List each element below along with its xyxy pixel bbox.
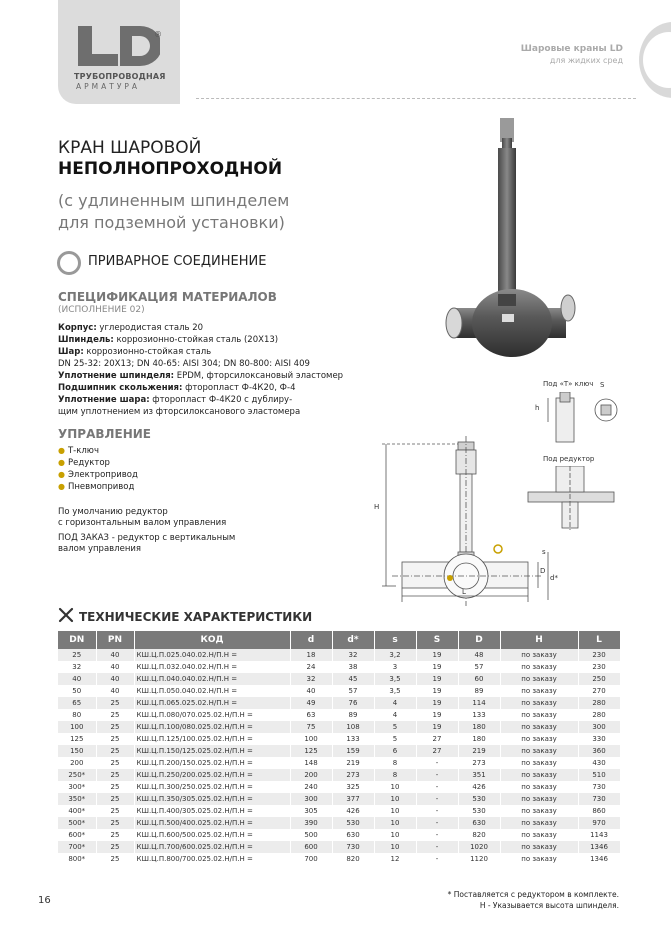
- spec-text: DN 25-32: 20Х13; DN 40-65: AISI 304; DN 80-800: AISI 409: [58, 359, 310, 369]
- table-cell: 500*: [58, 817, 96, 829]
- table-cell: 25: [96, 817, 134, 829]
- table-cell: 25: [96, 757, 134, 769]
- table-cell: по заказу: [500, 649, 578, 661]
- title-line1: КРАН ШАРОВОЙ: [58, 138, 202, 158]
- table-cell: 25: [96, 841, 134, 853]
- table-cell: 390: [290, 817, 332, 829]
- detail-reducer-label: Под редуктор: [543, 455, 595, 463]
- control-note: ПОД ЗАКАЗ - редуктор с вертикальным: [58, 533, 236, 543]
- control-item: [58, 470, 138, 480]
- logo-mark: [74, 22, 160, 70]
- spec-row: [58, 383, 295, 393]
- table-cell: КШ.Ц.П.800/700.025.02.Н/П.Н =: [134, 853, 290, 865]
- table-row: [58, 721, 620, 733]
- table-cell: 4: [374, 709, 416, 721]
- page-number: 16: [38, 895, 51, 906]
- table-cell: 19: [416, 661, 458, 673]
- product-image: [436, 118, 596, 358]
- spec-label: Корпус:: [58, 323, 97, 333]
- table-cell: 45: [332, 673, 374, 685]
- table-cell: 50: [58, 685, 96, 697]
- table-cell: 8: [374, 769, 416, 781]
- spec-text: коррозионно-стойкая сталь: [83, 347, 212, 357]
- table-cell: 89: [332, 709, 374, 721]
- table-cell: 200: [290, 769, 332, 781]
- table-row: [58, 817, 620, 829]
- table-cell: 48: [458, 649, 500, 661]
- table-cell: 350*: [58, 793, 96, 805]
- table-row: [58, 649, 620, 661]
- connection-icon: [57, 251, 81, 275]
- table-cell: 10: [374, 781, 416, 793]
- table-cell: 75: [290, 721, 332, 733]
- table-cell: 219: [332, 757, 374, 769]
- table-cell: по заказу: [500, 721, 578, 733]
- table-cell: 1020: [458, 841, 500, 853]
- logo-reg: ®: [154, 30, 162, 39]
- table-cell: 730: [332, 841, 374, 853]
- spec-text: EPDM, фторсилоксановый эластомер: [174, 371, 344, 381]
- table-cell: 25: [96, 709, 134, 721]
- table-cell: 200: [58, 757, 96, 769]
- control-item-label: Пневмопривод: [67, 482, 135, 492]
- table-cell: 230: [578, 649, 620, 661]
- table-row: [58, 757, 620, 769]
- table-cell: по заказу: [500, 697, 578, 709]
- footnote-2: Н - Указывается высота шпинделя.: [479, 901, 619, 910]
- bullet-icon: ●: [58, 470, 65, 479]
- table-cell: 820: [332, 853, 374, 865]
- table-cell: 57: [332, 685, 374, 697]
- table-row: [58, 769, 620, 781]
- control-heading: УПРАВЛЕНИЕ: [58, 427, 151, 441]
- table-cell: 600: [290, 841, 332, 853]
- table-cell: КШ.Ц.П.100/080.025.02.Н/П.Н =: [134, 721, 290, 733]
- table-cell: 3,5: [374, 685, 416, 697]
- table-row: [58, 781, 620, 793]
- table-cell: 25: [58, 649, 96, 661]
- table-cell: -: [416, 757, 458, 769]
- tech-table: [58, 631, 621, 865]
- header-sub: для жидких сред: [549, 56, 623, 65]
- table-header-row: [58, 631, 620, 649]
- table-cell: по заказу: [500, 685, 578, 697]
- table-cell: 76: [332, 697, 374, 709]
- table-cell: -: [416, 781, 458, 793]
- dim-d: d*: [550, 574, 558, 582]
- table-cell: 280: [578, 709, 620, 721]
- control-item: [58, 458, 110, 468]
- table-cell: 10: [374, 829, 416, 841]
- table-cell: 19: [416, 721, 458, 733]
- table-row: [58, 829, 620, 841]
- table-cell: 133: [332, 733, 374, 745]
- table-cell: КШ.Ц.П.040.040.02.Н/П.Н =: [134, 673, 290, 685]
- table-cell: 1120: [458, 853, 500, 865]
- control-item-label: Т-ключ: [67, 446, 99, 456]
- table-cell: по заказу: [500, 769, 578, 781]
- footnote-1: * Поставляется с редуктором в комплекте.: [447, 890, 619, 899]
- spec-row: [58, 359, 310, 369]
- table-cell: по заказу: [500, 709, 578, 721]
- spec-label: Уплотнение шара:: [58, 395, 150, 405]
- table-cell: 3: [374, 661, 416, 673]
- table-cell: 4: [374, 697, 416, 709]
- table-cell: 730: [578, 793, 620, 805]
- table-cell: по заказу: [500, 745, 578, 757]
- table-cell: по заказу: [500, 781, 578, 793]
- control-item: [58, 446, 99, 456]
- table-cell: 305: [290, 805, 332, 817]
- logo-line2: АРМАТУРА: [76, 82, 141, 91]
- table-row: [58, 805, 620, 817]
- detail-h-label: h: [535, 404, 540, 412]
- connection-type: ПРИВАРНОЕ СОЕДИНЕНИЕ: [88, 254, 267, 269]
- header-category: Шаровые краны LD: [520, 44, 623, 54]
- table-cell: 19: [416, 685, 458, 697]
- table-cell: 530: [332, 817, 374, 829]
- table-cell: КШ.Ц.П.025.040.02.Н/П.Н =: [134, 649, 290, 661]
- table-cell: КШ.Ц.П.200/150.025.02.Н/П.Н =: [134, 757, 290, 769]
- table-cell: 219: [458, 745, 500, 757]
- table-cell: 25: [96, 781, 134, 793]
- control-item-label: Электропривод: [67, 470, 138, 480]
- table-cell: 510: [578, 769, 620, 781]
- table-cell: 25: [96, 805, 134, 817]
- col-header: S: [416, 631, 458, 649]
- table-cell: 40: [96, 661, 134, 673]
- table-cell: 700: [290, 853, 332, 865]
- table-cell: 730: [578, 781, 620, 793]
- spec-row: [58, 323, 203, 333]
- spec-text: фторопласт Ф-4К20 с дублиру-: [149, 395, 293, 405]
- table-cell: 10: [374, 805, 416, 817]
- table-cell: 89: [458, 685, 500, 697]
- dim-s: s: [542, 548, 546, 556]
- table-cell: 1346: [578, 841, 620, 853]
- table-cell: 325: [332, 781, 374, 793]
- table-cell: 19: [416, 709, 458, 721]
- table-cell: 40: [58, 673, 96, 685]
- header-divider: [196, 98, 636, 99]
- table-cell: 25: [96, 829, 134, 841]
- spec-text: коррозионно-стойкая сталь (20Х13): [113, 335, 279, 345]
- table-cell: 27: [416, 733, 458, 745]
- spec-heading: СПЕЦИФИКАЦИЯ МАТЕРИАЛОВ: [58, 290, 277, 304]
- table-cell: 360: [578, 745, 620, 757]
- table-cell: 240: [290, 781, 332, 793]
- table-cell: 630: [332, 829, 374, 841]
- bullet-icon: ●: [58, 446, 65, 455]
- dim-H: H: [374, 503, 380, 511]
- control-item-label: Редуктор: [67, 458, 110, 468]
- table-cell: 12: [374, 853, 416, 865]
- table-row: [58, 661, 620, 673]
- table-cell: 25: [96, 745, 134, 757]
- dim-D: D: [540, 567, 546, 575]
- title-line3: (с удлиненным шпинделем: [58, 191, 290, 210]
- spec-label: Шпиндель:: [58, 335, 114, 345]
- table-cell: 800*: [58, 853, 96, 865]
- table-cell: 3,2: [374, 649, 416, 661]
- table-cell: 5: [374, 721, 416, 733]
- spec-label: Шар:: [58, 347, 84, 357]
- table-cell: 25: [96, 721, 134, 733]
- spec-row: [58, 395, 292, 405]
- table-cell: 530: [458, 793, 500, 805]
- table-cell: 10: [374, 841, 416, 853]
- table-cell: 180: [458, 721, 500, 733]
- table-cell: 40: [96, 673, 134, 685]
- col-header: s: [374, 631, 416, 649]
- logo: [58, 0, 180, 104]
- table-cell: 25: [96, 793, 134, 805]
- table-cell: 38: [332, 661, 374, 673]
- table-cell: по заказу: [500, 793, 578, 805]
- table-cell: 125: [290, 745, 332, 757]
- table-cell: 49: [290, 697, 332, 709]
- table-cell: 80: [58, 709, 96, 721]
- table-cell: 24: [290, 661, 332, 673]
- table-cell: КШ.Ц.П.080/070.025.02.Н/П.Н =: [134, 709, 290, 721]
- table-cell: 40: [290, 685, 332, 697]
- table-cell: 500: [290, 829, 332, 841]
- table-row: [58, 709, 620, 721]
- table-cell: 530: [458, 805, 500, 817]
- table-cell: КШ.Ц.П.125/100.025.02.Н/П.Н =: [134, 733, 290, 745]
- table-cell: КШ.Ц.П.050.040.02.Н/П.Н =: [134, 685, 290, 697]
- table-cell: 40: [96, 649, 134, 661]
- col-header: H: [500, 631, 578, 649]
- table-cell: 100: [290, 733, 332, 745]
- spec-text: щим уплотнением из фторсилоксанового эластомера: [58, 407, 301, 417]
- logo-line1: ТРУБОПРОВОДНАЯ: [74, 72, 166, 81]
- bullet-icon: ●: [58, 458, 65, 467]
- table-cell: 18: [290, 649, 332, 661]
- table-cell: 860: [578, 805, 620, 817]
- spec-row: [58, 335, 278, 345]
- table-cell: 19: [416, 673, 458, 685]
- col-header: d: [290, 631, 332, 649]
- table-cell: 25: [96, 733, 134, 745]
- table-cell: 180: [458, 733, 500, 745]
- table-cell: 19: [416, 649, 458, 661]
- table-cell: 150: [58, 745, 96, 757]
- table-cell: 700*: [58, 841, 96, 853]
- table-cell: 300: [578, 721, 620, 733]
- spec-row: [58, 371, 343, 381]
- table-cell: 330: [578, 733, 620, 745]
- table-cell: по заказу: [500, 841, 578, 853]
- table-cell: 377: [332, 793, 374, 805]
- table-cell: КШ.Ц.П.065.025.02.Н/П.Н =: [134, 697, 290, 709]
- table-cell: 970: [578, 817, 620, 829]
- table-cell: 300*: [58, 781, 96, 793]
- table-cell: 65: [58, 697, 96, 709]
- detail-t-key: [544, 392, 624, 450]
- table-cell: 148: [290, 757, 332, 769]
- table-row: [58, 733, 620, 745]
- table-cell: КШ.Ц.П.250/200.025.02.Н/П.Н =: [134, 769, 290, 781]
- table-cell: 351: [458, 769, 500, 781]
- table-row: [58, 853, 620, 865]
- control-note: с горизонтальным валом управления: [58, 518, 227, 528]
- table-cell: 100: [58, 721, 96, 733]
- table-cell: 159: [332, 745, 374, 757]
- table-cell: 5: [374, 733, 416, 745]
- table-cell: 3,5: [374, 673, 416, 685]
- table-cell: по заказу: [500, 853, 578, 865]
- dim-L: L: [462, 588, 466, 596]
- table-cell: -: [416, 853, 458, 865]
- col-header: КОД: [134, 631, 290, 649]
- table-cell: 133: [458, 709, 500, 721]
- table-cell: 630: [458, 817, 500, 829]
- table-cell: 426: [332, 805, 374, 817]
- table-cell: 250*: [58, 769, 96, 781]
- table-cell: 32: [290, 673, 332, 685]
- table-row: [58, 841, 620, 853]
- table-cell: -: [416, 817, 458, 829]
- table-cell: 63: [290, 709, 332, 721]
- table-cell: -: [416, 805, 458, 817]
- table-row: [58, 685, 620, 697]
- table-cell: -: [416, 829, 458, 841]
- table-row: [58, 673, 620, 685]
- table-row: [58, 697, 620, 709]
- spec-subheading: (ИСПОЛНЕНИЕ 02): [58, 305, 145, 315]
- table-cell: КШ.Ц.П.150/125.025.02.Н/П.Н =: [134, 745, 290, 757]
- table-cell: по заказу: [500, 805, 578, 817]
- col-header: d*: [332, 631, 374, 649]
- table-cell: 600*: [58, 829, 96, 841]
- table-cell: 27: [416, 745, 458, 757]
- table-cell: КШ.Ц.П.300/250.025.02.Н/П.Н =: [134, 781, 290, 793]
- spec-label: Уплотнение шпинделя:: [58, 371, 175, 381]
- table-cell: 230: [578, 661, 620, 673]
- table-cell: 426: [458, 781, 500, 793]
- table-cell: по заказу: [500, 817, 578, 829]
- col-header: PN: [96, 631, 134, 649]
- table-cell: 820: [458, 829, 500, 841]
- col-header: DN: [58, 631, 96, 649]
- table-cell: 273: [458, 757, 500, 769]
- spec-text: углеродистая сталь 20: [96, 323, 204, 333]
- spec-text: фторопласт Ф-4К20, Ф-4: [182, 383, 296, 393]
- table-cell: 125: [58, 733, 96, 745]
- table-cell: 40: [96, 685, 134, 697]
- table-cell: по заказу: [500, 661, 578, 673]
- table-cell: по заказу: [500, 829, 578, 841]
- wrench-screwdriver-icon: [58, 607, 74, 623]
- table-cell: КШ.Ц.П.350/305.025.02.Н/П.Н =: [134, 793, 290, 805]
- table-cell: 8: [374, 757, 416, 769]
- table-cell: 57: [458, 661, 500, 673]
- table-cell: 273: [332, 769, 374, 781]
- control-note: валом управления: [58, 544, 142, 554]
- table-cell: КШ.Ц.П.700/600.025.02.Н/П.Н =: [134, 841, 290, 853]
- table-cell: КШ.Ц.П.500/400.025.02.Н/П.Н =: [134, 817, 290, 829]
- table-cell: КШ.Ц.П.600/500.025.02.Н/П.Н =: [134, 829, 290, 841]
- table-cell: 10: [374, 793, 416, 805]
- control-item: [58, 482, 134, 492]
- table-cell: 108: [332, 721, 374, 733]
- detail-s-label: S: [600, 381, 605, 389]
- table-cell: 270: [578, 685, 620, 697]
- table-cell: 25: [96, 853, 134, 865]
- table-cell: 114: [458, 697, 500, 709]
- table-cell: 280: [578, 697, 620, 709]
- table-row: [58, 745, 620, 757]
- detail-t-key-label: Под «Т» ключ: [543, 380, 594, 388]
- spec-row: [58, 347, 211, 357]
- title-line4: для подземной установки): [58, 213, 285, 232]
- col-header: L: [578, 631, 620, 649]
- spec-row: [58, 407, 300, 417]
- table-cell: 25: [96, 769, 134, 781]
- col-header: D: [458, 631, 500, 649]
- table-cell: 1346: [578, 853, 620, 865]
- table-cell: 1143: [578, 829, 620, 841]
- table-cell: -: [416, 793, 458, 805]
- detail-reducer: [526, 466, 616, 530]
- table-cell: 25: [96, 697, 134, 709]
- table-cell: -: [416, 769, 458, 781]
- table-cell: 6: [374, 745, 416, 757]
- control-note: По умолчанию редуктор: [58, 507, 168, 517]
- table-cell: 250: [578, 673, 620, 685]
- table-row: [58, 793, 620, 805]
- table-cell: 300: [290, 793, 332, 805]
- table-cell: 19: [416, 697, 458, 709]
- bullet-icon: ●: [58, 482, 65, 491]
- table-cell: 10: [374, 817, 416, 829]
- table-cell: по заказу: [500, 757, 578, 769]
- title-line2: НЕПОЛНОПРОХОДНОЙ: [58, 159, 283, 179]
- table-cell: по заказу: [500, 733, 578, 745]
- table-cell: КШ.Ц.П.400/305.025.02.Н/П.Н =: [134, 805, 290, 817]
- table-cell: по заказу: [500, 673, 578, 685]
- table-cell: 400*: [58, 805, 96, 817]
- table-cell: 32: [332, 649, 374, 661]
- tech-heading: ТЕХНИЧЕСКИЕ ХАРАКТЕРИСТИКИ: [79, 610, 313, 624]
- table-cell: КШ.Ц.П.032.040.02.Н/П.Н =: [134, 661, 290, 673]
- table-cell: 430: [578, 757, 620, 769]
- table-cell: 60: [458, 673, 500, 685]
- table-cell: -: [416, 841, 458, 853]
- table-cell: 32: [58, 661, 96, 673]
- spec-label: Подшипник скольжения:: [58, 383, 183, 393]
